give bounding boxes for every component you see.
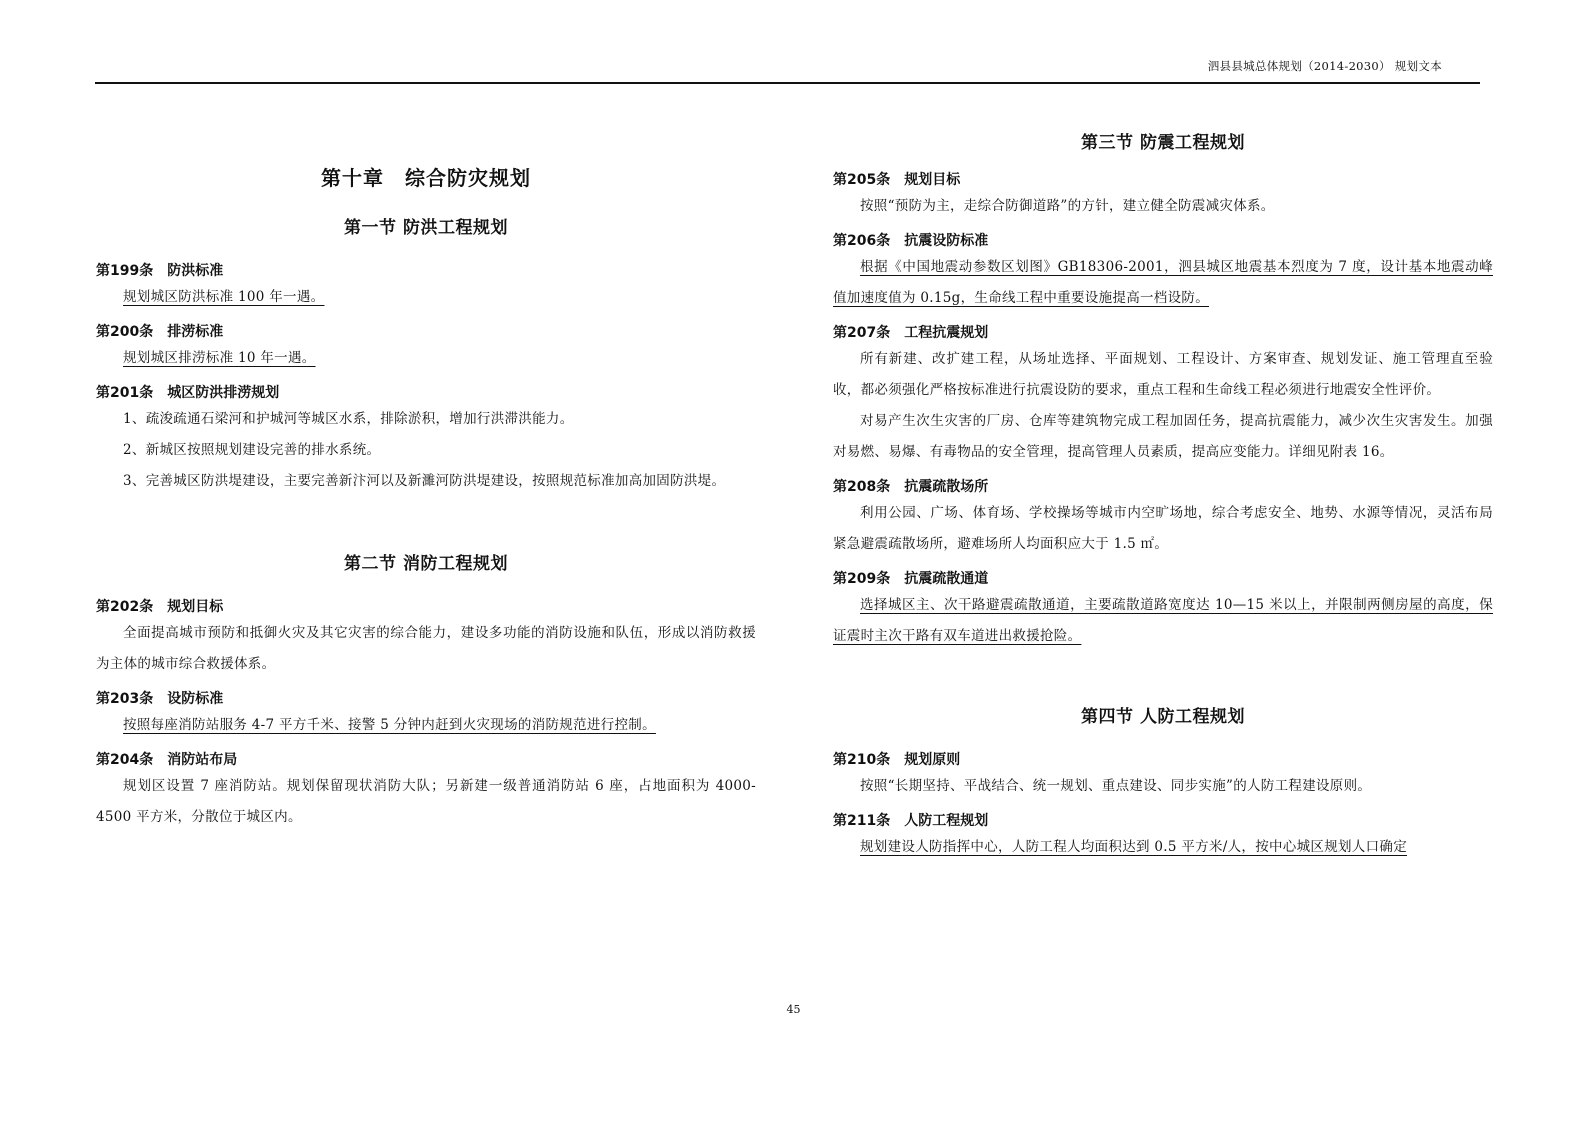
article-heading: [833, 169, 1493, 191]
article-number: 第208条: [833, 479, 891, 495]
article-title: 设防标准: [167, 691, 224, 707]
article-number: 第199条: [96, 263, 154, 279]
article-heading: [96, 749, 756, 771]
article-title: 工程抗震规划: [904, 325, 989, 341]
section-title: 第一节 防洪工程规划: [344, 218, 508, 238]
article-title: 人防工程规划: [904, 813, 989, 829]
article-number: 第203条: [96, 691, 154, 707]
article-number: 第202条: [96, 599, 154, 615]
page-header: [95, 56, 1480, 84]
article-paragraph: 规划建设人防指挥中心，人防工程人均面积达到 0.5 平方米/人，按中心城区规划人口确定: [860, 839, 1407, 855]
article-paragraph: 按照“长期坚持、平战结合、统一规划、重点建设、同步实施”的人防工程建设原则。: [860, 778, 1372, 794]
header-title: 泗县县城总体规划（2014-2030） 规划文本: [1207, 59, 1442, 73]
article-paragraph: 所有新建、改扩建工程，从场址选择、平面规划、工程设计、方案审查、规划发证、施工管理直至验收，都必须强化严格按标准进行抗震设防的要求，重点工程和生命线工程必须进行地震安全性评价。: [833, 351, 1493, 398]
article-title: 规划目标: [904, 172, 961, 188]
article-heading: [833, 322, 1493, 344]
article-number: 第206条: [833, 233, 891, 249]
section-title: 第四节 人防工程规划: [1081, 707, 1245, 727]
article-paragraph: 2、新城区按照规划建设完善的排水系统。: [123, 442, 381, 458]
article-heading: [96, 321, 756, 343]
article-heading: [833, 476, 1493, 498]
article-heading: [96, 688, 756, 710]
article-number: 第200条: [96, 324, 154, 340]
article-heading: [833, 810, 1493, 832]
article-title: 排涝标准: [167, 324, 224, 340]
article-heading: [833, 749, 1493, 771]
section-title: 第二节 消防工程规划: [344, 554, 508, 574]
article-title: 抗震疏散场所: [904, 479, 989, 495]
chapter-title: 第十章 综合防灾规划: [321, 166, 531, 190]
article-paragraph: 对易产生次生灾害的厂房、仓库等建筑物完成工程加固任务，提高抗震能力，减少次生灾害发生。加强对易燃、易爆、有毒物品的安全管理，提高管理人员素质，提高应变能力。详细见附表 16。: [833, 413, 1493, 460]
article-heading: [96, 260, 756, 282]
article-paragraph: 选择城区主、次干路避震疏散通道，主要疏散道路宽度达 10—15 米以上，并限制两侧房屋的高度，保证震时主次干路有双车道进出救援抢险。: [833, 597, 1493, 644]
article-number: 第201条: [96, 385, 154, 401]
article-paragraph: 3、完善城区防洪堤建设，主要完善新汴河以及新濉河防洪堤建设，按照规范标准加高加固防洪堤。: [123, 473, 726, 489]
article-paragraph: 规划城区防洪标准 100 年一遇。: [123, 289, 325, 305]
section-title: 第三节 防震工程规划: [1081, 133, 1245, 153]
article-paragraph: 1、疏浚疏通石梁河和护城河等城区水系，排除淤积，增加行洪滞洪能力。: [123, 411, 574, 427]
article-title: 消防站布局: [167, 752, 238, 768]
article-title: 规划目标: [167, 599, 224, 615]
article-title: 抗震设防标准: [904, 233, 989, 249]
article-number: 第209条: [833, 571, 891, 587]
article-paragraph: 按照每座消防站服务 4-7 平方千米、接警 5 分钟内赶到火灾现场的消防规范进行控制。: [123, 717, 656, 733]
article-heading: [833, 568, 1493, 590]
article-paragraph: 按照“预防为主，走综合防御道路”的方针，建立健全防震减灾体系。: [860, 198, 1275, 214]
right-column: [833, 100, 1493, 863]
article-number: 第210条: [833, 752, 891, 768]
article-paragraph: 利用公园、广场、体育场、学校操场等城市内空旷场地，综合考虑安全、地势、水源等情况，灵活布局紧急避震疏散场所，避难场所人均面积应大于 1.5 ㎡。: [833, 505, 1493, 552]
article-paragraph: 规划城区排涝标准 10 年一遇。: [123, 350, 316, 366]
article-number: 第211条: [833, 813, 891, 829]
article-title: 防洪标准: [167, 263, 224, 279]
article-number: 第205条: [833, 172, 891, 188]
left-column: [96, 100, 756, 833]
article-title: 规划原则: [904, 752, 961, 768]
page-number: 45: [786, 1003, 801, 1016]
article-heading: [833, 230, 1493, 252]
article-number: 第207条: [833, 325, 891, 341]
article-heading: [96, 382, 756, 404]
article-paragraph: 规划区设置 7 座消防站。规划保留现状消防大队；另新建一级普通消防站 6 座，占地面积为 4000-4500 平方米，分散位于城区内。: [96, 778, 756, 825]
article-heading: [96, 596, 756, 618]
article-title: 城区防洪排涝规划: [167, 385, 280, 401]
article-paragraph: 根据《中国地震动参数区划图》GB18306-2001，泗县城区地震基本烈度为 7 度，设计基本地震动峰值加速度值为 0.15g，生命线工程中重要设施提高一档设防。: [833, 259, 1493, 306]
article-paragraph: 全面提高城市预防和抵御火灾及其它灾害的综合能力，建设多功能的消防设施和队伍，形成以消防救援为主体的城市综合救援体系。: [96, 625, 756, 672]
article-title: 抗震疏散通道: [904, 571, 989, 587]
article-number: 第204条: [96, 752, 154, 768]
